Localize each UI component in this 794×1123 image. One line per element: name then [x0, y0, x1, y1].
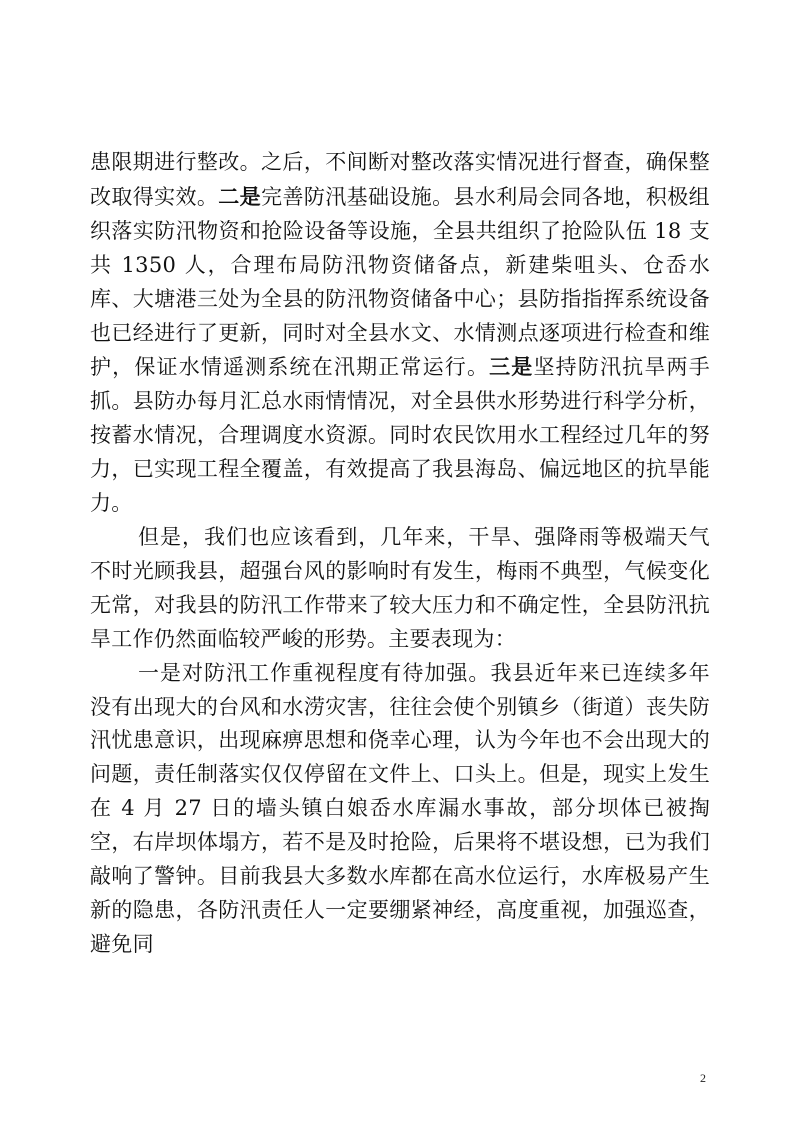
body-text: [90, 146, 710, 962]
paragraph-1-text-1: 患限期进行整改。之后，不间断对整改落实情况进行督查，确保整改取得实效。: [90, 150, 710, 209]
point-two-label: 二是: [218, 183, 262, 209]
point-three-label: 三是: [489, 354, 534, 380]
page-number: 2: [700, 1071, 706, 1085]
paragraph-point-one: 一是对防汛工作重视程度有待加强。我县近年来已连续多年没有出现大的台风和水涝灾害，往往会使个别镇乡（街道）丧失防汛忧患意识，出现麻痹思想和侥幸心理，认为今年也不会出现大的问题，责任制落实仅仅停留在文件上、口头上。但是，现实上发生在 4 月 27 日的墙头镇白娘岙水库漏水事故，部分坝体已被掏空，右岸坝体塌方，若不是及时抢险，后果将不堪设想，已为我们敲响了警钟。目前我县大多数水库都在高水位运行，水库极易产生新的隐患，各防汛责任人一定要绷紧神经，高度重视，加强巡查，避免同: [90, 660, 710, 956]
paragraph-1-text-3: 坚持防汛抗旱两手抓。县防办每月汇总水雨情情况，对全县供水形势进行科学分析，按蓄水情况，合理调度水资源。同时农民饮用水工程经过几年的努力，已实现工程全覆盖，有效提高了我县海岛、偏远地区的抗旱能力。: [90, 355, 710, 516]
paragraph-challenges-intro: 但是，我们也应该看到，几年来，干旱、强降雨等极端天气不时光顾我县，超强台风的影响时有发生，梅雨不典型，气候变化无常，对我县的防汛工作带来了较大压力和不确定性，全县防汛抗旱工作仍然面临较严峻的形势。主要表现为：: [90, 524, 710, 651]
paragraph-continuation: [90, 146, 710, 521]
paragraph-1-text-2: 完善防汛基础设施。县水利局会同各地，积极组织落实防汛物资和抢险设备等设施，全县共组织了抢险队伍 18 支共 1350 人，合理布局防汛物资储备点，新建柴咀头、仓岙水库、大塘港三处为全县的防汛物资储备中心；县防指指挥系统设备也已经进行了更新，同时对全县水文、水情测点逐项进行检查和维护，保证水情遥测系统在汛期正常运行。: [90, 184, 710, 380]
